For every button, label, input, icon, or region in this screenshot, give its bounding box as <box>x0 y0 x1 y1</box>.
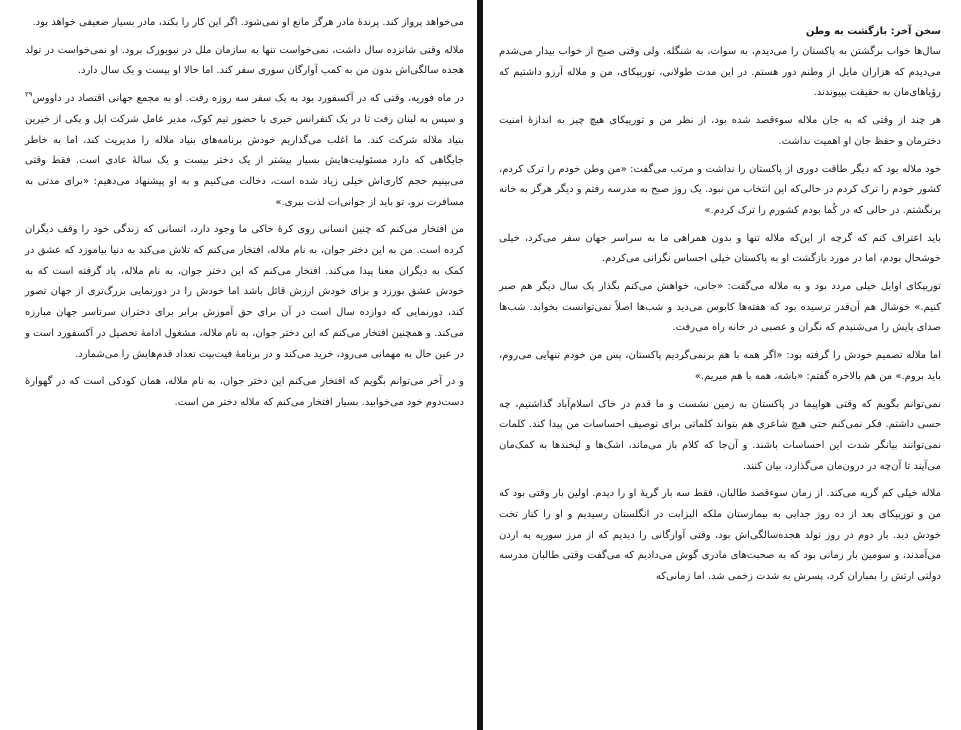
right-paragraph-3: خود ملاله بود که دیگر طاقت دوری از پاکستان را نداشت و مرتب می‌گفت: «من وطن خودم را ترک کردم، کشور خودم را ترک کردم در حالی‌که این انتخاب من نبود. یک روز صبح به مدرسه رفتم و دیگر هرگز به خانه برنگشتم. در حالی که در کُما بودم کشورم را ترک کردم.» <box>499 163 941 216</box>
right-paragraph-6: اما ملاله تصمیم خودش را گرفته بود: «اگر همه با هم برنمی‌گردیم پاکستان، پس من خودم تنهایی می‌روم، باید بروم.» من هم بالاخره گفتم: «باشه، همه با هم میریم.» <box>499 350 941 382</box>
right-paragraph-4: باید اعتراف کنم که گرچه از این‌که ملاله تنها و بدون همراهی ما به سراسر جهان سفر می‌کرد، خیلی خوشحال بودم، اما در مورد بازگشت او به پاکستان خیلی احساس نگرانی می‌کردم. <box>499 232 941 265</box>
right-paragraph-1: سال‌ها خواب برگشتن به پاکستان را می‌دیدم، به سوات، به شنگله. ولی وقتی صبح از خواب بیدار می‌شدم می‌دیدم که هزاران مایل از وطنم دور هستم. در این مدت طولانی، توریپکای، من و ملاله آرزو داشتیم که رؤیاهای‌مان به حقیقت بپیوندند. <box>499 46 941 99</box>
footnote-reference: ۲۹ <box>25 90 33 99</box>
left-paragraph-3-start: در ماه فوریه، وقتی که در آکسفورد بود به یک سفر سه روزه رفت. او به مجمع جهانی اقتصاد در داووس <box>32 93 464 105</box>
right-paragraph-2: هر چند از وقتی که به جان ملاله سوءقصد شده بود، از نظر من و توریپکای هیچ چیز به اندازه‌ٔ امنیت دخترمان و حفظ جان او اهمیت نداشت. <box>499 115 941 147</box>
right-page <box>483 0 961 730</box>
left-paragraph-3 <box>25 89 464 213</box>
right-paragraph-8: ملاله خیلی کم گریه می‌کند. از زمان سوءقصد طالبان، فقط سه بار گریه‌ٔ او را دیدم. اولین بار وقتی بود که من و توریپکای بعد از ده روز جدایی به بیمارستان ملکه الیزابت در انگلستان رسیدیم و او را کنار تخت خودش دید. بار دوم در روز تولد هجده‌سالگی‌اش بود، وقتی آوارگانی را دیدیم که از مرز سوریه به اردن می‌آمدند، و سومین بار زمانی بود که به صحبت‌های مادری گوش می‌دادیم که می‌گفت وقتی طالبان مدرسه دولتی ارتش را بمباران کرد، پسرش به شدت زخمی شد. اما زمانی‌که <box>499 488 941 583</box>
left-paragraph-5: و در آخر می‌توانم بگویم که افتخار می‌کنم این دختر جوان، به نام ملاله، همان کودکی است که در گهوارهٔ دست‌دوم خود می‌خوابید. بسیار افتخار می‌کنم که ملاله دختر من است. <box>25 376 464 408</box>
right-paragraph-5: توریپکای اوایل خیلی مردد بود و به ملاله می‌گفت: «جانی، خواهش می‌کنم بگذار یک سال دیگر هم صبر کنیم.» خوشال هم آن‌قدر ترسیده بود که هفته‌ها کابوس می‌دید و شب‌ها اصلاً نمی‌توانست بخوابد. شب‌ها صدای پایش را می‌شنیدم که نگران و عصبی در خانه راه می‌رفت. <box>499 281 941 334</box>
left-page <box>0 0 477 730</box>
left-paragraph-1: می‌خواهد پرواز کند. پرنده‌ٔ مادر هرگز مانع او نمی‌شود. اگر این کار را بکند، مادر بسیار ضعیفی خواهد بود. <box>32 17 464 28</box>
chapter-heading: سخن آخر: بازگشت به وطن <box>805 26 941 37</box>
left-paragraph-4: من افتخار می‌کنم که چنین انسانی روی کرهٔ خاکی ما وجود دارد، انسانی که زندگی خود را وقف دیگران کرده است. من به این دختر جوان، به نام ملاله، افتخار می‌کنم که تلاش می‌کند به دنیا بیاموزد که عشق در کمک به دیگران معنا پیدا می‌کند. افتخار می‌کنم که این دختر جوان، به نام ملاله، یاد گرفته است که به خودش عشق بورزد و برای خودش ارزش قائل باشد اما خودش را در دورنمایی بزرگ‌تری از جهان تصور کند، دورنمایی که دوازده سال است در آن برای حق آموزش برابر برای دختران سرتاسر جهان مبارزه می‌کند. و همچنین افتخار می‌کنم که این دختر جوان، به نام ملاله، مشغول ادامهٔ تحصیل در آکسفورد است و در عین حال به مهمانی می‌رود، خرید می‌کند و در برنامهٔ فیت‌بیت تعداد قدم‌هایش را می‌شمارد. <box>25 224 464 360</box>
right-paragraph-7: نمی‌توانم بگویم که وقتی هواپیما در پاکستان به زمین نشست و ما قدم در خاک اسلام‌آباد گذاشتیم، چه حسی داشتم. فکر نمی‌کنم حتی هیچ شاعری هم بتواند کلماتی برای توصیف احساسات من پیدا کند. کلمات نمی‌توانند بیانگر شدت این احساسات باشند. و آن‌جا که کلام باز می‌ماند، اشک‌ها و لبخندها به کمک‌مان می‌آیند تا آن‌چه در درون‌مان می‌گذارد، بیان کنند. <box>499 398 941 472</box>
left-paragraph-2: ملاله وقتی شانزده سال داشت، نمی‌خواست تنها به سازمان ملل در نیویورک برود. او نمی‌خواست در تولد هجده سالگی‌اش بدون من به کمپ آوارگان سوری سفر کند. اما حالا او بیست و یک سال دارد. <box>25 44 464 77</box>
left-paragraph-3-end: و سپس به لبنان رفت تا در یک کنفرانس خبری با حضور تیم کوک، مدیر عامل شرکت اپل و یکی از خیرین بنیاد ملاله شرکت کند. ما اغلب می‌گذاریم خودش برنامه‌های بنیاد ملاله را مدیریت کند، اما به خاطر جایگاهی که دارد مسئولیت‌هایش بسیار بیشتر از یک دختر بیست و یک ساله‌ٔ عادی است. فقط وقتی می‌بینیم حجم کاری‌اش خیلی زیاد شده است، دخالت می‌کنیم و به او پیشنهاد می‌دهیم: «برای مدتی به مسافرت نرو، تو باید از جوانی‌ات لذت ببری.» <box>25 113 464 208</box>
